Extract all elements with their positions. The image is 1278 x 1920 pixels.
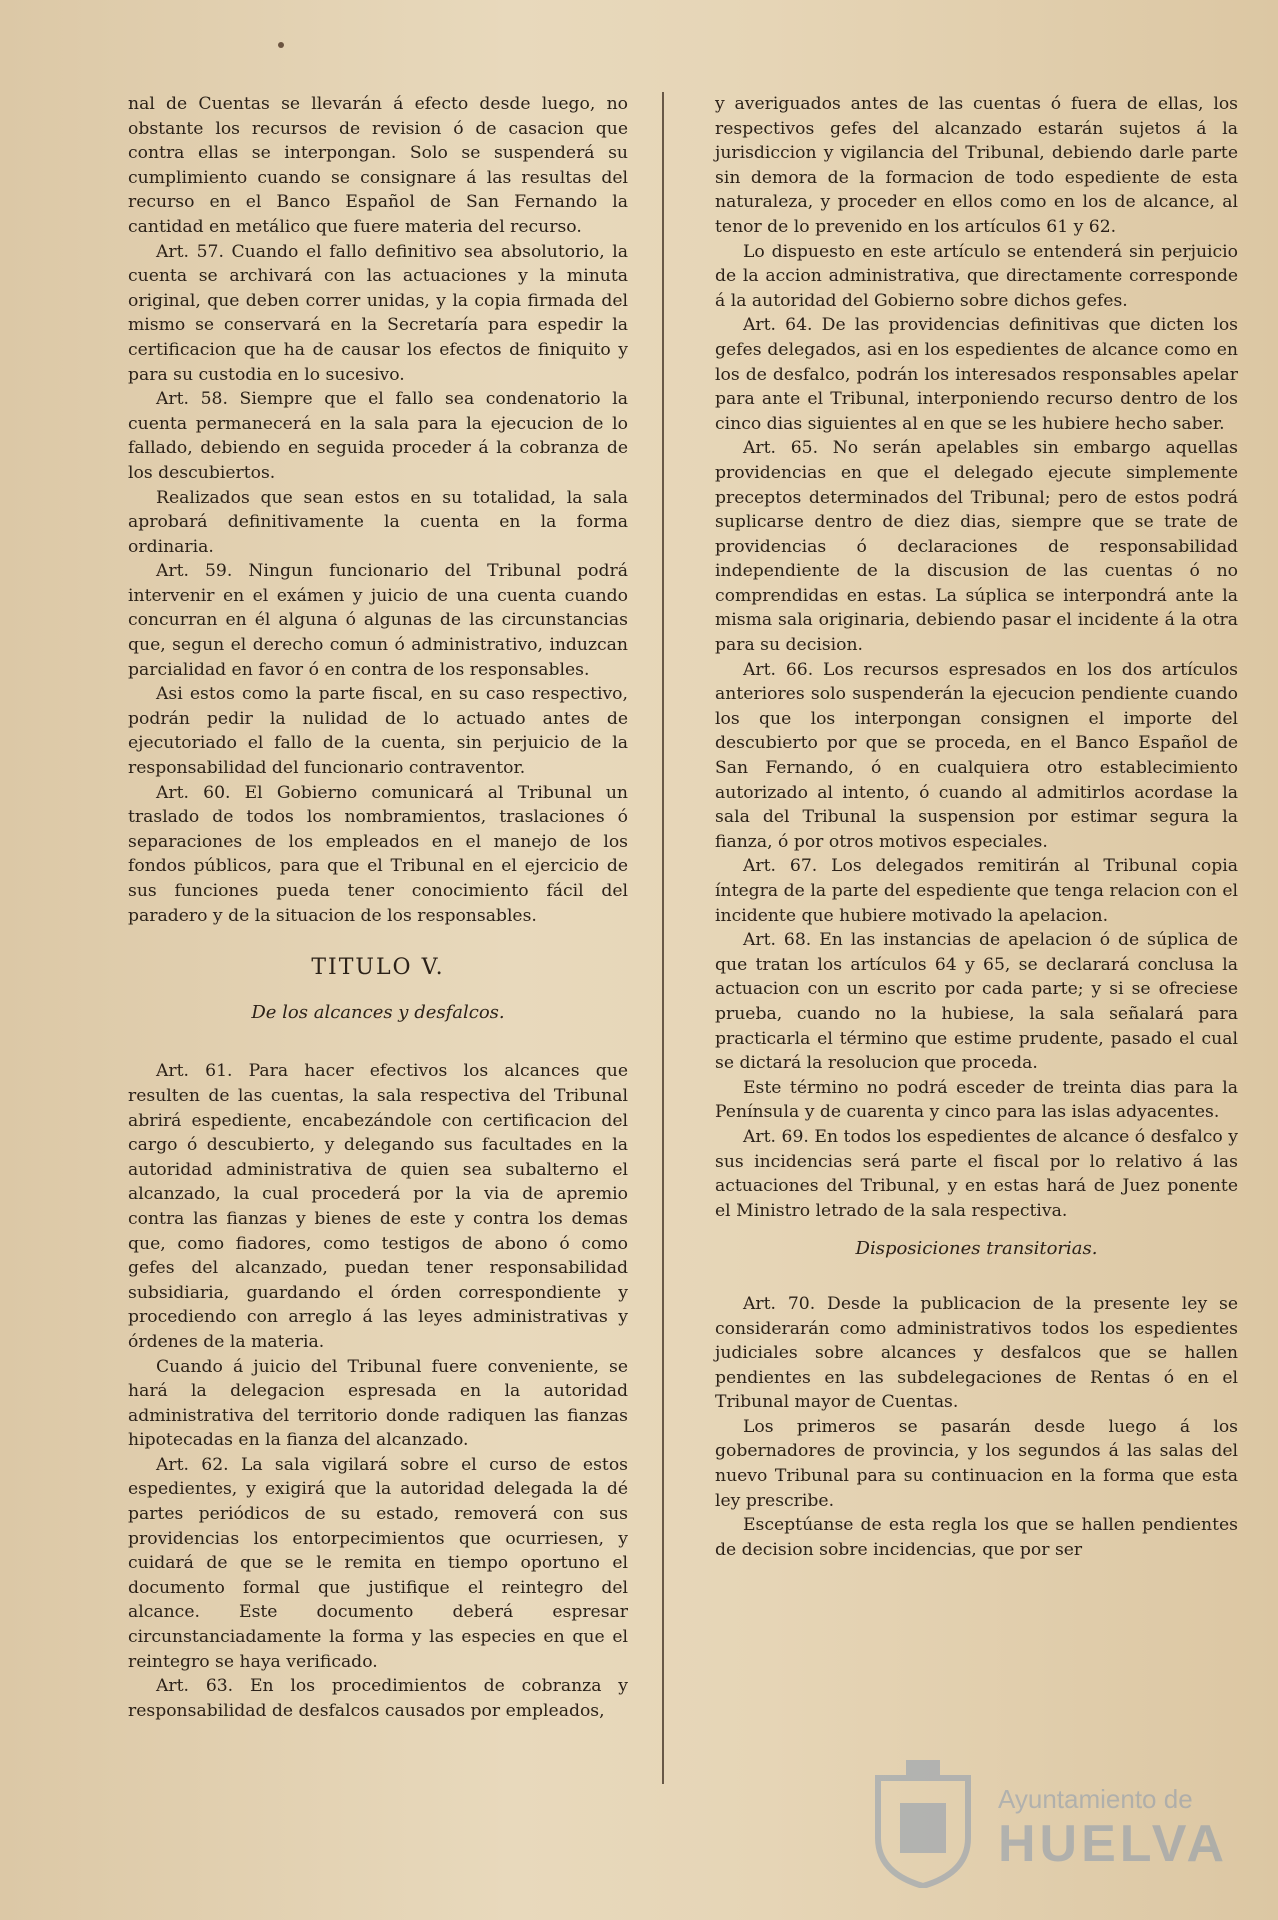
ink-speck [278, 42, 284, 48]
paragraph: Realizados que sean estos en su totalidad, la sala aprobará definitivamente la cuenta en la forma ordinaria. [128, 487, 628, 557]
coat-of-arms-icon [868, 1758, 978, 1888]
paragraph: Asi estos como la parte fiscal, en su caso respectivo, podrán pedir la nulidad de lo actuado antes de ejecutoriado el fallo de la cuenta, sin perjuicio de la responsabilidad del funcionario contraventor. [128, 684, 628, 779]
paragraph-art-70: Art. 70. Desde la publicacion de la presente ley se considerarán como administrativos todos los espedientes judiciales sobre alcances y desfalcos que se hallen pendientes en las subdelegaciones de Rentas ó en el Tribunal mayor de Cuentas. [715, 1293, 1238, 1413]
paragraph: nal de Cuentas se llevarán á efecto desde luego, no obstante los recursos de revision ó de casacion que contra ellas se interpongan. Solo se suspenderá su cumplimiento cuando se consignare á las resultas del recurso en el Banco Español de San Fernando la cantidad en metálico que fuere materia del recurso. [128, 94, 628, 237]
paragraph-art-59: Art. 59. Ningun funcionario del Tribunal podrá intervenir en el exámen y juicio de una cuenta cuando concurran en él alguna ó algunas de las circunstancias que, segun el derecho comun ó administrativo, induzcan parcialidad en favor ó en contra de los responsables. [128, 561, 628, 680]
paragraph: Lo dispuesto en este artículo se entenderá sin perjuicio de la accion administrativa, que directamente corresponde á la autoridad del Gobierno sobre dichos gefes. [715, 241, 1238, 311]
paragraph-art-61: Art. 61. Para hacer efectivos los alcances que resulten de las cuentas, la sala respectiva del Tribunal abrirá espediente, encabezándole con certificacion del cargo ó descubierto, y delegando sus facultades en la autoridad administrativa de quien sea subalterno el alcanzado, la cual procederá por la via de apremio contra las fianzas y bienes de este y contra los demas que, como fiadores, como testigos de abono ó como gefes del alcanzado, puedan tener responsabilidad subsidiaria, guardando el órden correspondiente y procediendo con arreglo á las leyes administrativas y órdenes de la materia. [128, 1061, 628, 1352]
paragraph: Este término no podrá esceder de treinta dias para la Península y de cuarenta y cinco para las islas adyacentes. [715, 1077, 1238, 1123]
paragraph-art-67: Art. 67. Los delegados remitirán al Tribunal copia íntegra de la parte del espediente que tenga relacion con el incidente que hubiere motivado la apelacion. [715, 856, 1238, 926]
paragraph: Esceptúanse de esta regla los que se hallen pendientes de decision sobre incidencias, que por ser [715, 1515, 1238, 1560]
right-column [715, 92, 1238, 1562]
paragraph: Los primeros se pasarán desde luego á los gobernadores de provincia, y los segundos á las salas del nuevo Tribunal para su continuacion en la forma que esta ley prescribe. [715, 1416, 1238, 1511]
section-title: TITULO V. [311, 955, 445, 981]
paragraph-art-63: Art. 63. En los procedimientos de cobranza y responsabilidad de desfalcos causados por empleados, [128, 1676, 628, 1721]
paragraph-art-57: Art. 57. Cuando el fallo definitivo sea absolutorio, la cuenta se archivará con las actuaciones y la minuta original, que deben correr unidas, y la copia firmada del mismo se conservará en la Secretaría para espedir la certificacion que ha de causar los efectos de finiquito y para su custodia en lo sucesivo. [128, 241, 628, 385]
paragraph-art-65: Art. 65. No serán apelables sin embargo aquellas providencias en que el delegado ejecute simplemente preceptos determinados del Tribunal; pero de estos podrá suplicarse dentro de diez dias, siempre que se trate de providencias ó declaraciones de responsabilidad independiente de la discusion de las cuentas ó no comprendidas en estas. La súplica se interpondrá ante la misma sala originaria, debiendo pasar el incidente á la otra para su decision. [715, 438, 1238, 656]
paragraph: y averiguados antes de las cuentas ó fuera de ellas, los respectivos gefes del alcanzado estarán sujetos á la jurisdiccion y vigilancia del Tribunal, debiendo darle parte sin demora de la formacion de todo espediente de esta naturaleza, y proceder en ellos como en los de alcance, al tenor de lo prevenido en los artículos 61 y 62. [715, 94, 1238, 237]
paragraph-art-69: Art. 69. En todos los espedientes de alcance ó desfalco y sus incidencias será parte el fiscal por lo relativo á las actuaciones del Tribunal, y en estas hará de Juez ponente el Ministro letrado de la sala respectiva. [715, 1126, 1238, 1221]
section-subtitle: De los alcances y desfalcos. [251, 1001, 505, 1023]
left-column [128, 92, 628, 1723]
paragraph-art-60: Art. 60. El Gobierno comunicará al Tribunal un traslado de todos los nombramientos, traslaciones ó separaciones de los empleados en el manejo de los fondos públicos, para que el Tribunal en el ejercicio de sus funciones pueda tener conocimiento fácil del paradero y de la situacion de los responsables. [128, 782, 628, 926]
paragraph-art-64: Art. 64. De las providencias definitivas que dicten los gefes delegados, asi en los espedientes de alcance como en los de desfalco, podrán los interesados responsables apelar para ante el Tribunal, interponiendo recurso dentro de los cinco dias siguientes al en que se les hubiere hecho saber. [715, 315, 1238, 434]
section-subtitle: Disposiciones transitorias. [855, 1238, 1098, 1260]
paragraph-art-68: Art. 68. En las instancias de apelacion ó de súplica de que tratan los artículos 64 y 65, se declarará conclusa la actuacion con un escrito por cada parte; y si se ofreciese prueba, cuando no la hubiese, la sala señalará para practicarla el término que estime prudente, pasado el cual se dictará la resolucion que proceda. [715, 930, 1238, 1074]
paragraph-art-66: Art. 66. Los recursos espresados en los dos artículos anteriores solo suspenderán la ejecucion pendiente cuando los que los interpongan consignen el importe del descubierto por que se proceda, en el Banco Español de San Fernando, ó en cualquiera otro establecimiento autorizado al intento, ó cuando al admitirlos acordase la sala del Tribunal la suspension por estimar segura la fianza, ó por otros motivos especiales. [715, 659, 1238, 852]
paragraph-art-62: Art. 62. La sala vigilará sobre el curso de estos espedientes, y exigirá que la autoridad delegada la dé partes periódicos de su estado, removerá con sus providencias los entorpecimientos que ocurriesen, y cuidará de que se le remita en tiempo oportuno el documento formal que justifique el reintegro del alcance. Este documento deberá espresar circunstanciadamente la forma y las especies en que el reintegro se haya verificado. [128, 1454, 628, 1672]
watermark [868, 1758, 1229, 1888]
column-divider [662, 92, 664, 1784]
watermark-title: HUELVA [998, 1815, 1229, 1873]
paragraph: Cuando á juicio del Tribunal fuere conveniente, se hará la delegacion espresada en la autoridad administrativa del territorio donde radiquen las fianzas hipotecadas en la fianza del alcanzado. [128, 1356, 628, 1451]
paragraph-art-58: Art. 58. Siempre que el fallo sea condenatorio la cuenta permanecerá en la sala para la ejecucion de lo fallado, debiendo en seguida proceder á la cobranza de los descubiertos. [128, 389, 628, 483]
watermark-text: Ayuntamiento de [998, 1784, 1193, 1814]
